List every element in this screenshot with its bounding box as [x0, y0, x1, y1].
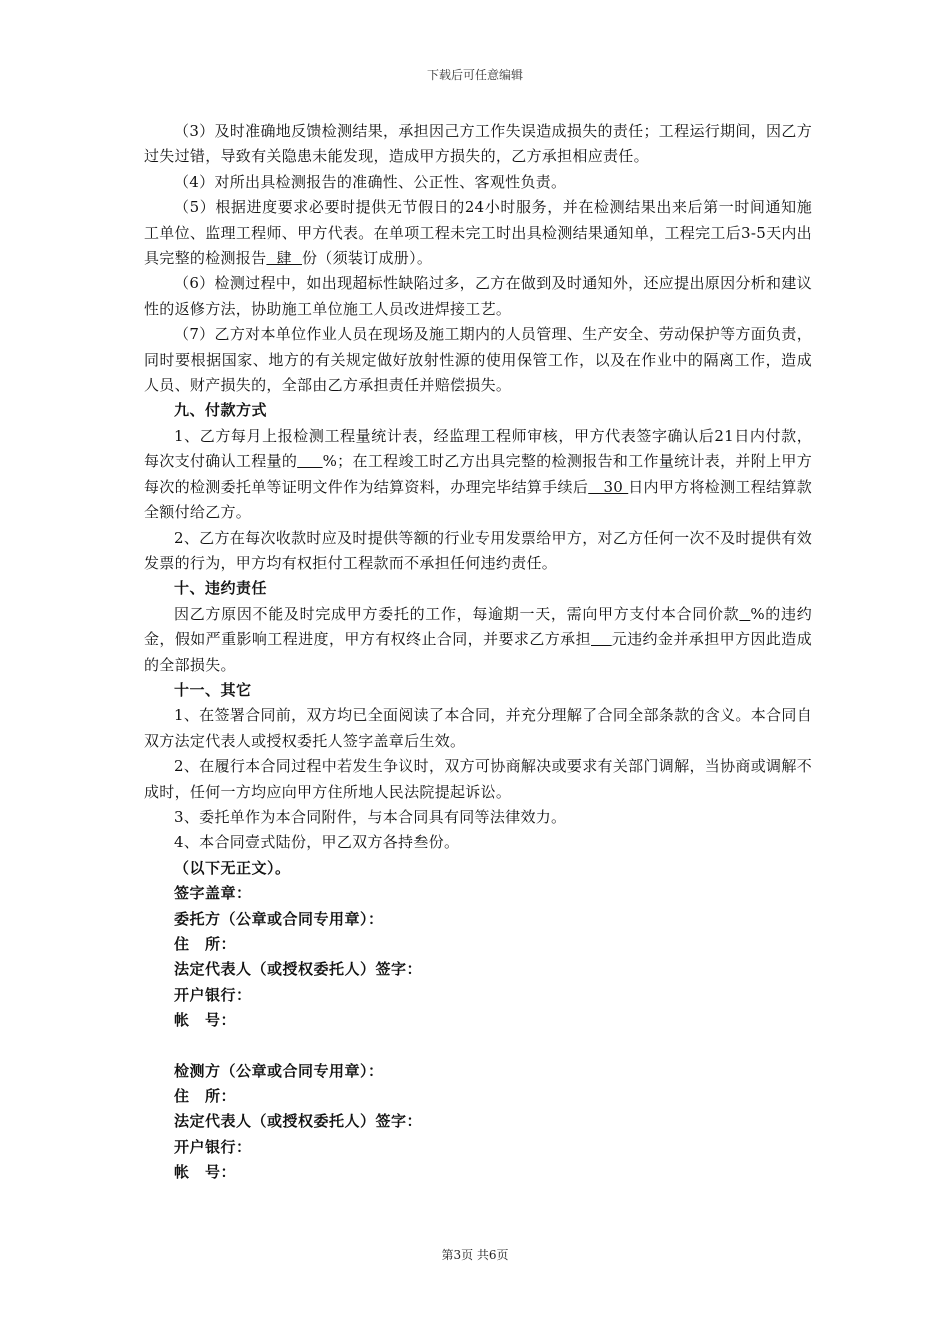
client-account-label: 帐 号：	[174, 1011, 237, 1030]
clause-item-4: （4）对所出具检测报告的准确性、公正性、客观性负责。	[174, 172, 567, 191]
penalty-amount-blank	[591, 630, 612, 648]
days-blank: 30	[588, 477, 629, 496]
client-address-label: 住 所：	[174, 935, 237, 953]
liability-text-a: 因乙方原因不能及时完成甲方委托的工作，每逾期一天，需向甲方支付本合同价款	[174, 604, 740, 623]
liability-text-c: 元违约金并承担甲方因此造成的全部损失。	[144, 630, 812, 674]
section-heading-payment: 九、付款方式	[174, 401, 268, 420]
end-of-text-note: （以下无正文）。	[174, 858, 291, 877]
payment-text-b: %；在工程竣工时乙方出具完整的检测报告和工作量统计表，并附上甲方每次的检测委托单等证明文件作为结算资料，办理完毕结算手续后	[144, 452, 813, 496]
copies-blank: 肆	[266, 249, 302, 268]
tester-address-label: 住 所：	[174, 1087, 237, 1106]
penalty-percent-blank	[739, 605, 750, 623]
clause-item-6: （6）检测过程中，如出现超标性缺陷过多，乙方在做到及时通知外，还应提出原因分析和建议性的返修方法，协助施工单位施工人员改进焊接工艺。	[144, 274, 812, 318]
payment-para-1	[144, 424, 812, 526]
page-header: 下载后可任意编辑	[426, 68, 523, 82]
clause-item-5	[144, 195, 812, 271]
payment-text-a: 1、乙方每月上报检测工程量统计表，经监理工程师审核，甲方代表签字确认后21日内付款，每次支付确认工程量的	[144, 426, 812, 471]
client-bank-label: 开户银行：	[174, 985, 252, 1004]
section-heading-other: 十一、其它	[174, 680, 252, 699]
other-para-4: 4、本合同壹式陆份，甲乙双方各持叁份。	[174, 833, 460, 852]
spacer	[144, 1034, 812, 1059]
clause-item-3: （3）及时准确地反馈检测结果，承担因己方工作失误造成损失的责任；工程运行期间，因乙方过失过错，导致有关隐患未能发现，造成甲方损失的，乙方承担相应责任。	[144, 122, 812, 166]
other-para-3: 3、委托单作为本合同附件，与本合同具有同等法律效力。	[174, 807, 567, 826]
section-heading-liability: 十、违约责任	[174, 579, 268, 598]
other-para-1: 1、在签署合同前，双方均已全面阅读了本合同，并充分理解了合同全部条款的含义。本合同自双方法定代表人或授权委托人签字盖章后生效。	[144, 706, 812, 750]
client-party-title: 委托方（公章或合同专用章）：	[174, 909, 384, 928]
clause-item-5-text-b: 份（须装订成册）。	[301, 249, 433, 268]
liability-text-b: %的违约金，假如严重影响工程进度，甲方有权终止合同，并要求乙方承担	[144, 604, 812, 649]
document-body	[144, 119, 812, 1186]
other-para-2: 2、在履行本合同过程中若发生争议时，双方可协商解决或要求有关部门调解，当协商或调解不成时，任何一方均应向甲方住所地人民法院提起诉讼。	[144, 757, 812, 801]
tester-party-title: 检测方（公章或合同专用章）：	[174, 1061, 384, 1080]
client-representative-label: 法定代表人（或授权委托人）签字：	[174, 960, 423, 979]
tester-bank-label: 开户银行：	[174, 1137, 252, 1156]
page-footer: 第3页 共6页	[441, 1248, 509, 1262]
liability-para	[144, 602, 812, 678]
tester-representative-label: 法定代表人（或授权委托人）签字：	[174, 1112, 423, 1131]
payment-para-2: 2、乙方在每次收款时应及时提供等额的行业专用发票给甲方，对乙方任何一次不及时提供有效发票的行为，甲方均有权拒付工程款而不承担任何违约责任。	[144, 528, 812, 572]
payment-text-c: 日内甲方将检测工程结算款全额付给乙方。	[144, 477, 812, 522]
percent-blank	[297, 452, 322, 470]
clause-item-5-text-a: （5）根据进度要求必要时提供无节假日的24小时服务，并在检测结果出来后第一时间通知施工单位、监理工程师、甲方代表。在单项工程未完工时出具检测结果通知单，工程完工后3-5天内出具完整的检测报告	[144, 198, 812, 268]
clause-item-7: （7）乙方对本单位作业人员在现场及施工期内的人员管理、生产安全、劳动保护等方面负责，同时要根据国家、地方的有关规定做好放射性源的使用保管工作，以及在作业中的隔离工作，造成人员、财产损失的，全部由乙方承担责任并赔偿损失。	[144, 325, 812, 395]
tester-account-label: 帐 号：	[174, 1163, 237, 1182]
signature-seal-label: 签字盖章：	[174, 884, 252, 903]
